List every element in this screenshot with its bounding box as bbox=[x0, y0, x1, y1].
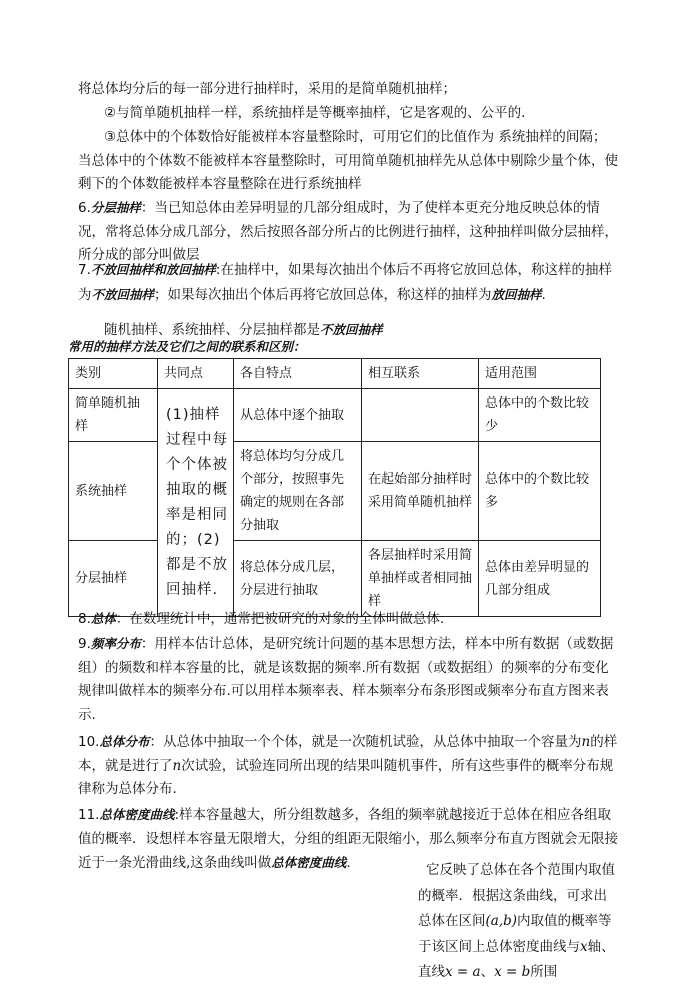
item-10: 10.总体分布：从总体中抽取一个个体，就是一次随机试验，从总体中抽取一个容量为n的样本，就是进行了n次试验，试验连同所出现的结果叫随机事件，所有这些事件的概率分布规律称为总体分布. bbox=[78, 734, 618, 797]
header-scope: 适用范围 bbox=[479, 359, 601, 389]
item-7-term: 不放回抽样和放回抽样 bbox=[90, 262, 216, 277]
table-caption: 常用的抽样方法及它们之间的联系和区别： bbox=[68, 339, 306, 354]
line-3: ③总体中的个体数恰好能被样本容量整除时，可用它们的比值作为 系统抽样的间隔；当总体中的个体数不能被样本容量整除时，可用简单随机抽样先从总体中剔除少量个体，使剩下的个体数能被样本容量整除在进行系统抽样 bbox=[78, 129, 618, 192]
table-row: 系统抽样 将总体均匀分成几个部分，按照事先确定的规则在各部分抽取 在起始部分抽样时采用简单随机抽样 总体中的个数比较多 bbox=[69, 442, 601, 541]
item-6: 6.分层抽样：当已知总体由差异明显的几部分组成时，为了使样本更充分地反映总体的情况，常将总体分成几部分，然后按照各部分所占的比例进行抽样，这种抽样叫做分层抽样，所分成的部分叫做层 bbox=[78, 200, 618, 263]
header-category: 类别 bbox=[69, 359, 158, 389]
header-relation: 相互联系 bbox=[362, 359, 479, 389]
item-8: 8.总体：在数理统计中，通常把被研究的对象的全体叫做总体. bbox=[78, 611, 445, 627]
table-header-row bbox=[69, 359, 601, 389]
note-line: 随机抽样、系统抽样、分层抽样都是不放回抽样 bbox=[104, 322, 383, 338]
line-1: 将总体均分后的每一部分进行抽样时，采用的是简单随机抽样； bbox=[78, 81, 456, 97]
sampling-table bbox=[68, 358, 601, 617]
header-features: 各自特点 bbox=[234, 359, 362, 389]
item-7: 7.不放回抽样和放回抽样:在抽样中，如果每次抽出个体后不再将它放回总体，称这样的抽样为不放回抽样；如果每次抽出个体后再将它放回总体，称这样的抽样为放回抽样. bbox=[78, 262, 612, 303]
table-row: 分层抽样 将总体分成几层，分层进行抽取 各层抽样时采用简单抽样或者相同抽样 总体由差异明显的几部分组成 bbox=[69, 541, 601, 617]
item-6-term: 分层抽样 bbox=[90, 200, 141, 215]
item-11: 11.总体密度曲线:样本容量越大，所分组数越多，各组的频率就越接近于总体在相应各组取值的概率．设想样本容量无限增大，分组的组距无限缩小，那么频率分布直方图就会无限接近于一条光滑曲线,这条曲线叫做总体密度曲线. bbox=[78, 807, 618, 871]
table-row: 简单随机抽样 (1)抽样过程中每个个体被抽取的概率是相同的；(2)都是不放回抽样. 从总体中逐个抽取 总体中的个数比较少 bbox=[69, 389, 601, 442]
item-9: 9.频率分布：用样本估计总体，是研究统计问题的基本思想方法，样本中所有数据（或数据组）的频数和样本容量的比，就是该数据的频率.所有数据（或数据组）的频率的分布变化规律叫做样本的频率分布.可以用样本频率表、样本频率分布条形图或频率分布直方图来表示. bbox=[78, 636, 614, 723]
density-curve-note: 它反映了总体在各个范围内取值的概率．根据这条曲线，可求出总体在区间(a,b)内取值的概率等于该区间上总体密度曲线与x轴、直线x = a、x = b所围 bbox=[418, 862, 615, 980]
common-points-cell: (1)抽样过程中每个个体被抽取的概率是相同的；(2)都是不放回抽样. bbox=[158, 389, 234, 617]
line-2: ②与简单随机抽样一样，系统抽样是等概率抽样，它是客观的、公平的． bbox=[104, 105, 535, 121]
header-common: 共同点 bbox=[158, 359, 234, 389]
